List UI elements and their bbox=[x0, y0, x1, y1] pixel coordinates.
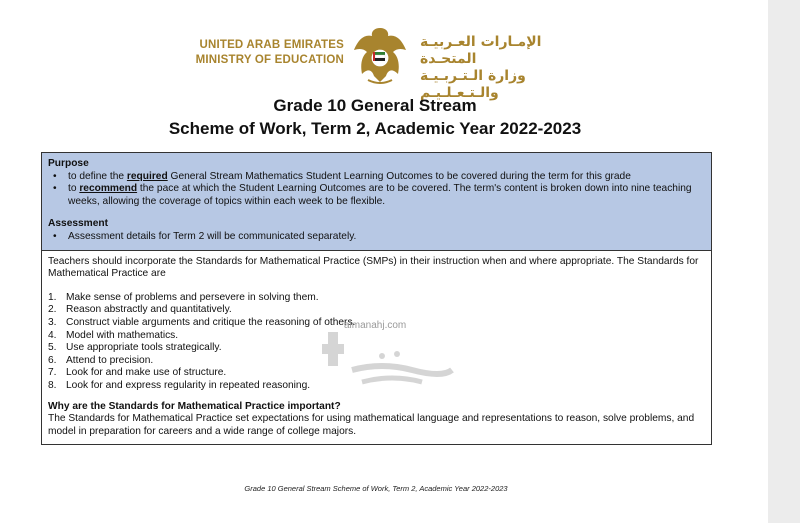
assessment-heading: Assessment bbox=[48, 218, 109, 230]
assessment-bullet-1 bbox=[48, 231, 705, 244]
smp-num: 8. bbox=[48, 379, 57, 391]
viewer-side-panel bbox=[768, 0, 800, 523]
smp-intro: Teachers should incorporate the Standards for Mathematical Practice (SMPs) in their instruction when and where appropriate. The Standards for Mathematical Practice are bbox=[48, 255, 699, 280]
smp-num: 1. bbox=[48, 291, 57, 303]
smp-num: 3. bbox=[48, 316, 57, 328]
smp-text: Look for and make use of structure. bbox=[66, 367, 227, 379]
purpose-b2-text: to bbox=[68, 183, 80, 195]
purpose-b1-text: to define the bbox=[68, 170, 127, 182]
purpose-assessment-cell bbox=[42, 153, 711, 251]
smp-text: Look for and express regularity in repeated reasoning. bbox=[66, 379, 311, 391]
smp-num: 5. bbox=[48, 342, 57, 354]
purpose-bullet-2 bbox=[48, 183, 705, 208]
smp-item-1 bbox=[48, 292, 705, 305]
purpose-b2-emphasis: recommend bbox=[79, 183, 138, 195]
smp-text: Make sense of problems and persevere in solving them. bbox=[66, 291, 319, 303]
bullet-dot: • bbox=[53, 230, 57, 242]
assessment-b1-text: Assessment details for Term 2 will be communicated separately. bbox=[68, 230, 357, 242]
watermark-logo bbox=[322, 326, 462, 390]
smp-text: Use appropriate tools strategically. bbox=[66, 342, 222, 354]
ministry-name-en bbox=[186, 38, 344, 68]
smp-num: 6. bbox=[48, 354, 57, 366]
watermark-site: almanahj.com bbox=[344, 320, 407, 331]
ministry-en-line1: UNITED ARAB EMIRATES bbox=[199, 39, 344, 51]
smp-text: Construct viable arguments and critique the reasoning of others. bbox=[66, 316, 356, 328]
purpose-b1-emphasis: required bbox=[126, 170, 168, 182]
smp-text: Attend to precision. bbox=[66, 354, 154, 366]
uae-emblem-logo bbox=[350, 22, 410, 88]
smp-num: 4. bbox=[48, 329, 57, 341]
smp-why-heading: Why are the Standards for Mathematical Practice important? bbox=[48, 400, 341, 412]
smp-why-text: The Standards for Mathematical Practice set expectations for using mathematical language and representations to reason, solve problems, and model in preparation for careers and a wide range of college majors. bbox=[48, 413, 695, 437]
bullet-dot: • bbox=[53, 183, 57, 195]
document-title: Grade 10 General Stream bbox=[273, 96, 477, 115]
page-footer: Grade 10 General Stream Scheme of Work, Term 2, Academic Year 2022-2023 bbox=[244, 484, 508, 493]
document-subtitle: Scheme of Work, Term 2, Academic Year 2022-2023 bbox=[168, 119, 582, 138]
ministry-name-ar bbox=[420, 34, 588, 102]
purpose-bullet-1 bbox=[48, 171, 705, 184]
scheme-info-table bbox=[41, 152, 712, 445]
purpose-heading: Purpose bbox=[48, 158, 89, 169]
purpose-b2-text-rest: the pace at which the Student Learning Outcomes are to be covered. The term's content is broken down into nine teaching weeks, allowing the coverage of topics within each week to be flexible. bbox=[68, 183, 692, 207]
ministry-ar-line1: الإمـارات العـربيـة المتحـدة bbox=[420, 34, 542, 67]
smp-text: Model with mathematics. bbox=[66, 329, 179, 341]
smp-num: 2. bbox=[48, 304, 57, 316]
bullet-dot: • bbox=[53, 170, 57, 182]
purpose-b1-text-rest: General Stream Mathematics Student Learning Outcomes to be covered during the term for this grade bbox=[167, 170, 631, 182]
ministry-en-line2: MINISTRY OF EDUCATION bbox=[195, 54, 344, 66]
smp-item-2 bbox=[48, 304, 705, 317]
smp-num: 7. bbox=[48, 367, 57, 379]
smp-text: Reason abstractly and quantitatively. bbox=[66, 304, 232, 316]
ministry-ar-line2: وزارة الـتـربـيـة والـتـعـلـيـم bbox=[420, 68, 526, 101]
